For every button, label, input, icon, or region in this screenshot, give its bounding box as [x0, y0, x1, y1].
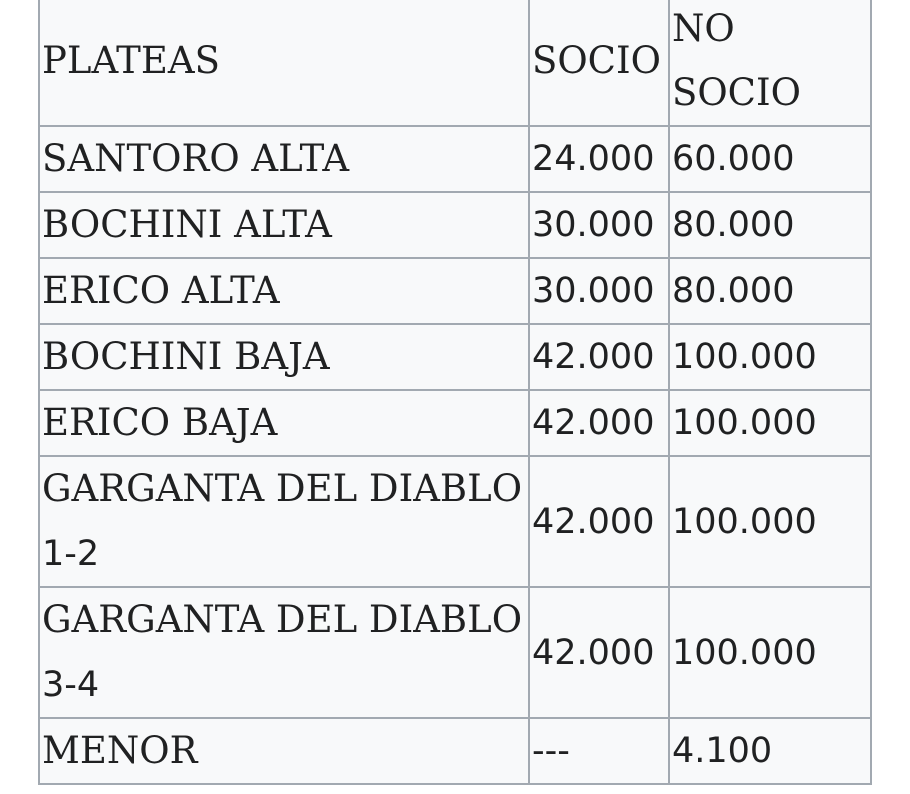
row-socio: 24.000	[529, 126, 669, 192]
header-no-socio	[669, 0, 871, 126]
table-row	[39, 126, 871, 192]
price-table-wrapper	[38, 0, 872, 785]
row-name-line2: 3-4	[42, 665, 100, 705]
table-row	[39, 456, 871, 587]
row-name: BOCHINI ALTA	[39, 192, 529, 258]
table-row	[39, 324, 871, 390]
row-name: ERICO BAJA	[39, 390, 529, 456]
row-name: BOCHINI BAJA	[39, 324, 529, 390]
row-name: SANTORO ALTA	[39, 126, 529, 192]
header-no-socio-line2: SOCIO	[672, 71, 801, 114]
row-socio: 30.000	[529, 192, 669, 258]
table-row	[39, 718, 871, 784]
row-name	[39, 587, 529, 718]
table-row	[39, 258, 871, 324]
table-header-row	[39, 0, 871, 126]
row-socio: 42.000	[529, 587, 669, 718]
row-name-line1: GARGANTA DEL DIABLO	[42, 467, 523, 510]
row-no-socio: 100.000	[669, 324, 871, 390]
row-name	[39, 456, 529, 587]
row-name-line2: 1-2	[42, 534, 100, 574]
row-no-socio: 80.000	[669, 192, 871, 258]
row-socio: 42.000	[529, 456, 669, 587]
row-socio: ---	[529, 718, 669, 784]
row-no-socio: 100.000	[669, 390, 871, 456]
row-socio: 42.000	[529, 324, 669, 390]
row-no-socio: 80.000	[669, 258, 871, 324]
row-no-socio: 100.000	[669, 587, 871, 718]
table-row	[39, 587, 871, 718]
table-row	[39, 390, 871, 456]
price-table	[38, 0, 872, 785]
row-name: MENOR	[39, 718, 529, 784]
header-no-socio-line1: NO	[672, 7, 735, 50]
row-no-socio: 4.100	[669, 718, 871, 784]
row-no-socio: 100.000	[669, 456, 871, 587]
row-socio: 42.000	[529, 390, 669, 456]
row-socio: 30.000	[529, 258, 669, 324]
header-plateas: PLATEAS	[39, 0, 529, 126]
row-name: ERICO ALTA	[39, 258, 529, 324]
table-row	[39, 192, 871, 258]
row-name-line1: GARGANTA DEL DIABLO	[42, 598, 523, 641]
row-no-socio: 60.000	[669, 126, 871, 192]
header-socio: SOCIO	[529, 0, 669, 126]
